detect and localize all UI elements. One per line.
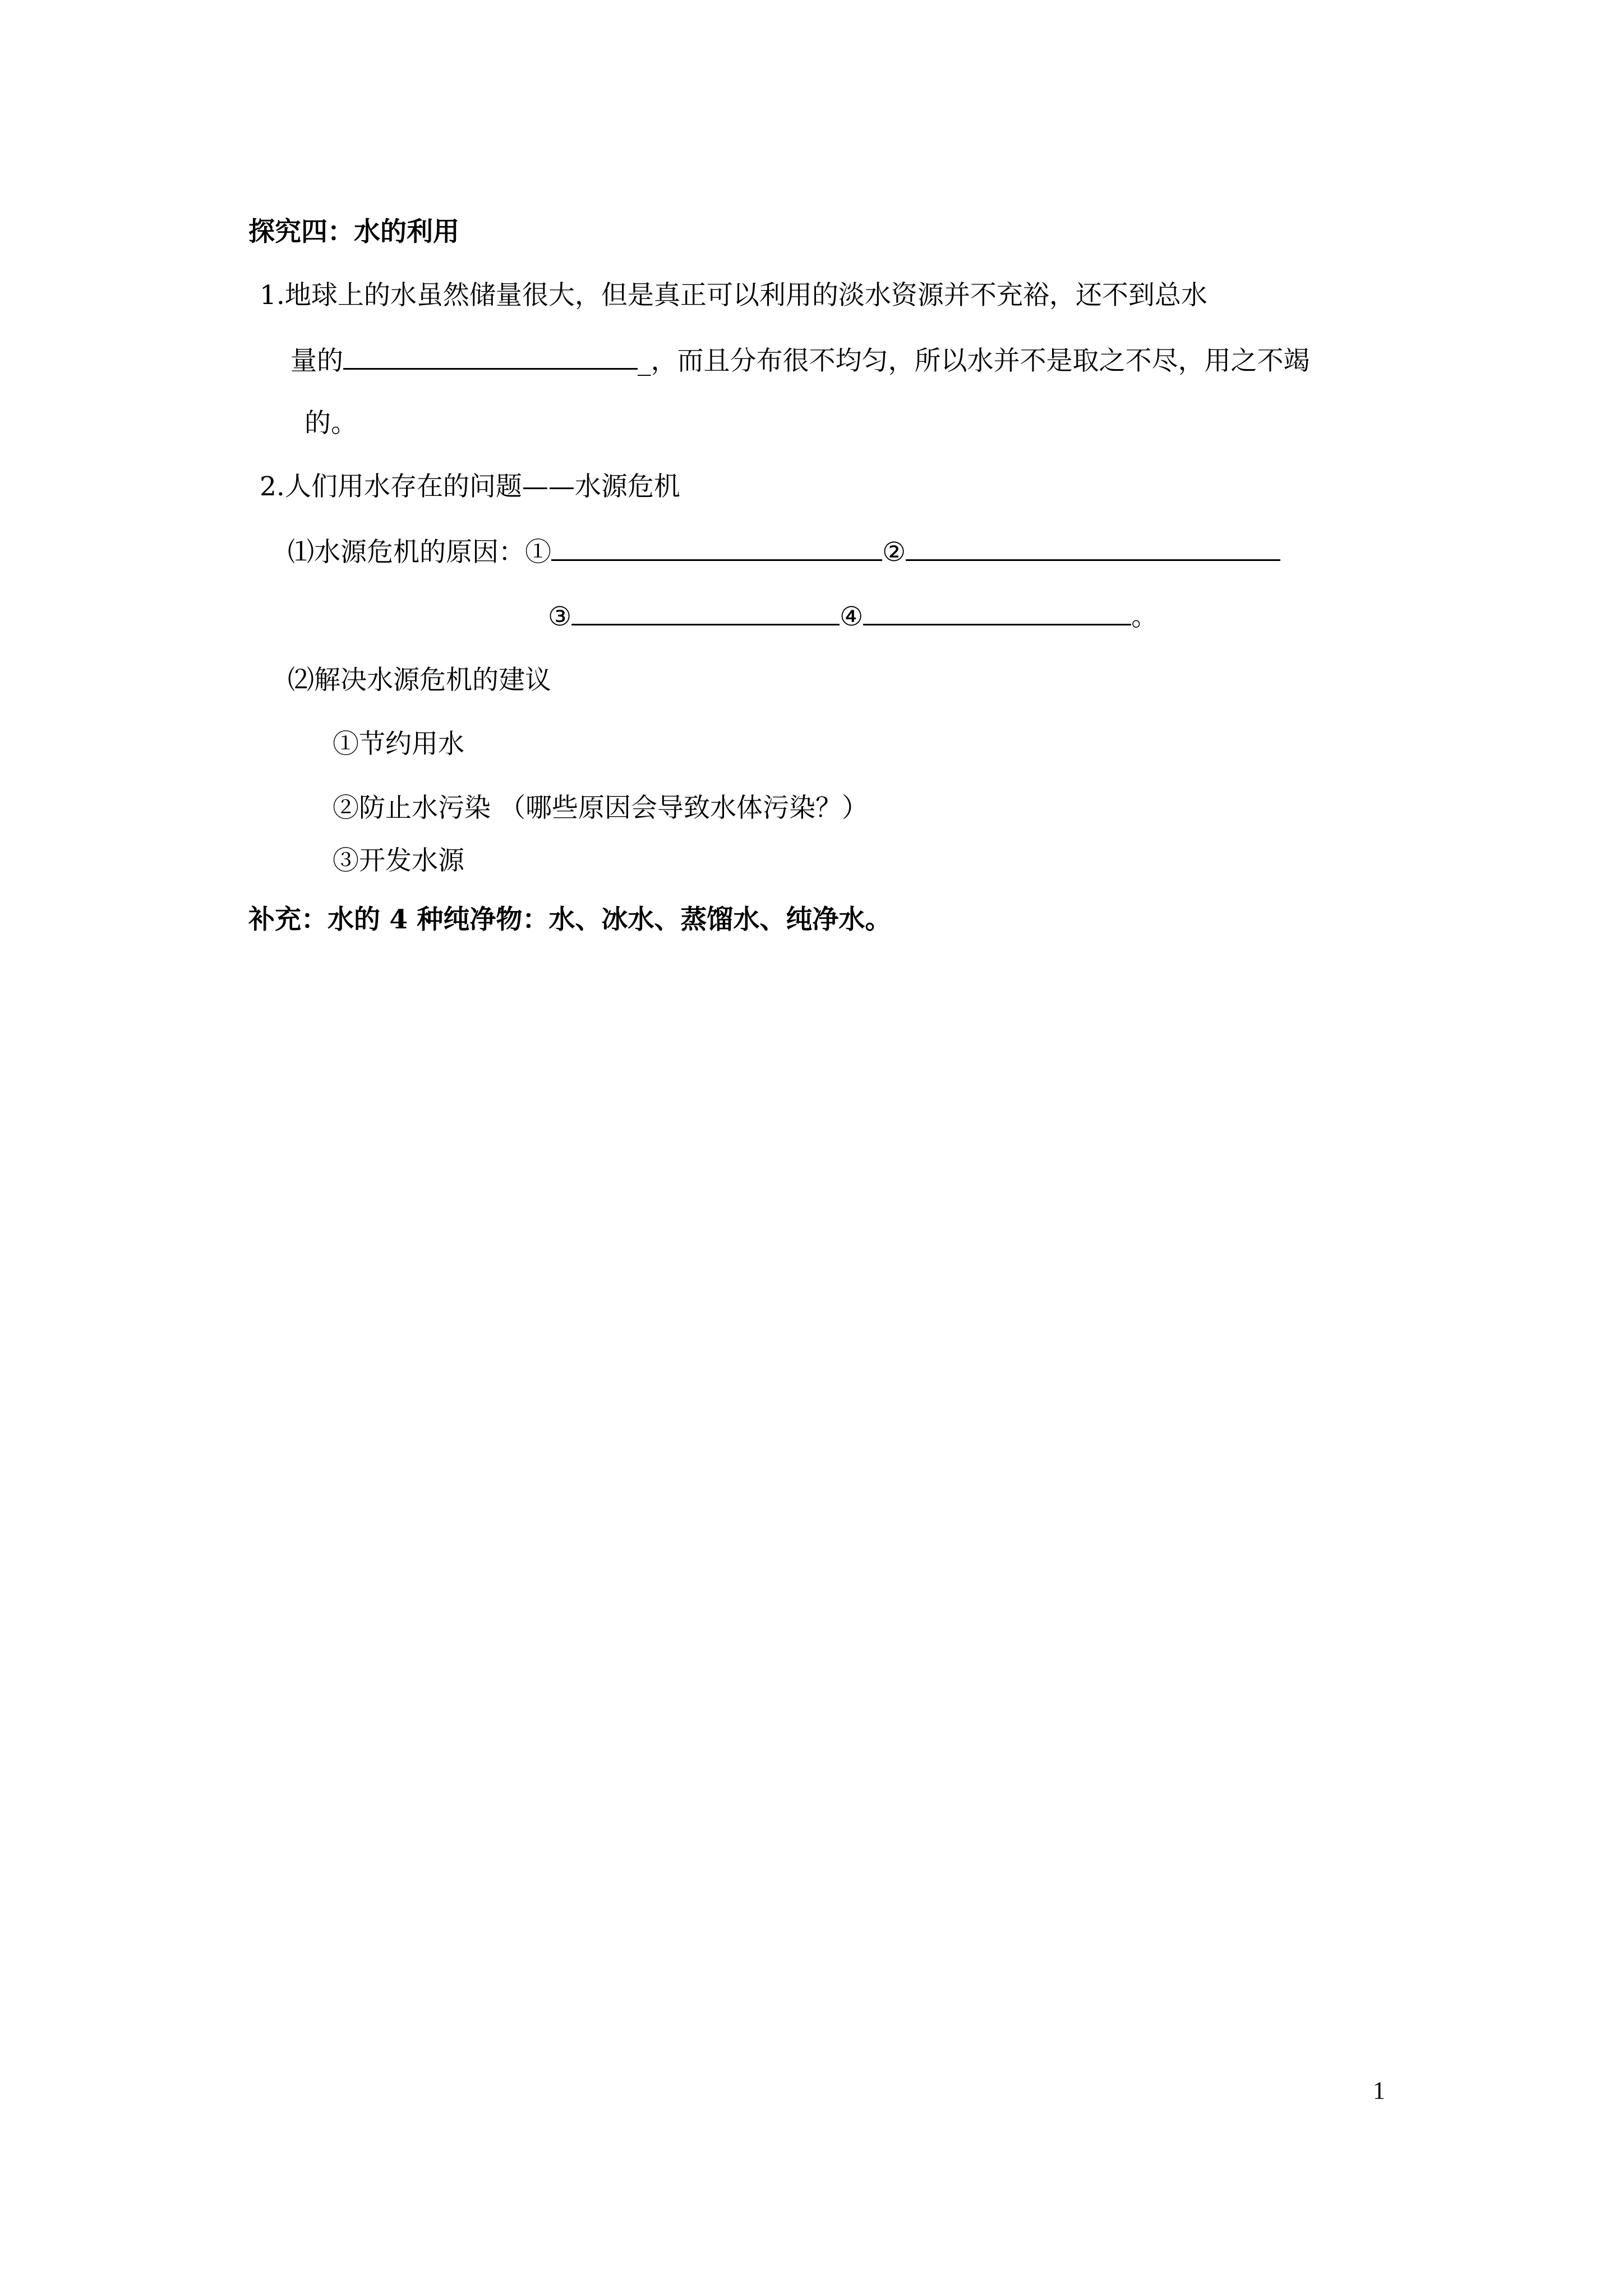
reason-2-marker: ②	[882, 537, 906, 568]
item1-line1: 1.地球上的水虽然储量很大，但是真正可以利用的淡水资源并不充裕，还不到总水	[260, 280, 1207, 311]
supplement-note: 补充：水的 4 种纯净物：水、冰水、蒸馏水、纯净水。	[248, 904, 892, 935]
reasons-row-1	[288, 535, 1280, 569]
item1-line2	[291, 343, 1310, 378]
reason-3-marker: ③	[548, 601, 572, 632]
fill-blank-reason-4[interactable]	[863, 599, 1131, 625]
suggestion-develop-sources: ③开发水源	[333, 845, 464, 876]
page-number: 1	[1373, 2077, 1385, 2104]
reasons-label: ⑴水源危机的原因：①	[288, 537, 551, 568]
suggestions-label: ⑵解决水源危机的建议	[288, 665, 551, 696]
item1-line2-prefix: 量的	[291, 346, 343, 376]
item1-line3: 的。	[305, 408, 357, 439]
section-heading: 探究四：水的利用	[248, 217, 459, 247]
item1-line2-suffix: _，而且分布很不均匀，所以水并不是取之不尽，用之不竭	[638, 346, 1310, 376]
suggestion-save-water: ①节约用水	[333, 729, 464, 760]
item2-title: 2.人们用水存在的问题——水源危机	[260, 471, 680, 502]
reasons-row-2	[548, 599, 1158, 634]
fill-blank-reason-1[interactable]	[551, 535, 882, 561]
fill-blank-reason-2[interactable]	[906, 535, 1280, 561]
fill-blank-reason-3[interactable]	[571, 599, 840, 625]
suggestion-prevent-pollution: ②防止水污染 （哪些原因会导致水体污染？）	[333, 793, 868, 823]
fill-blank-freshwater-ratio[interactable]	[343, 343, 638, 370]
reason-4-marker: ④	[840, 601, 864, 632]
reasons-end-mark: 。	[1131, 601, 1158, 632]
